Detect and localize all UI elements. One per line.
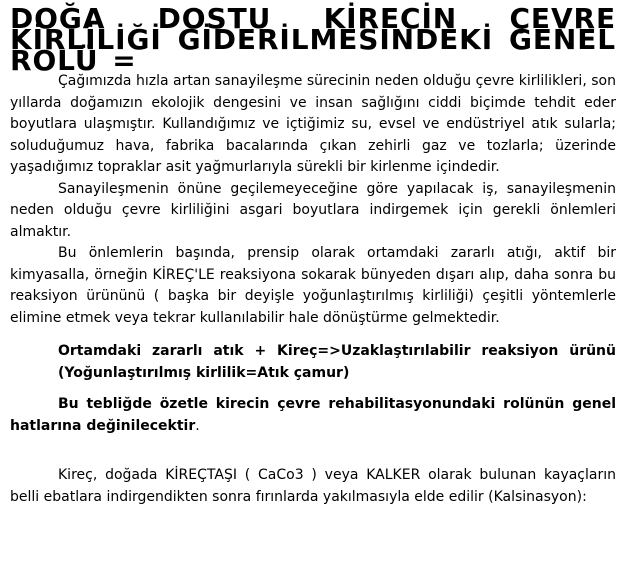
- formula-line-1: Ortamdaki zararlı atık + Kireç=>Uzaklaştırılabilir reaksiyon ürünü: [58, 343, 616, 359]
- paragraph-measures: Bu önlemlerin başında, prensip olarak ortamdaki zararlı atığı, aktif bir kimyasalla, örneğin KİREÇ'LE reaksiyona sokarak bünyeden dışarı alıp, daha sonra bu reaksiyon ürününü ( başka bir deyişle yoğunlaştırılmış kirliliği) çeşitli yöntemlerle elimine etmek veya tekrar kullanılabilir hale dönüştürme gelmektedir.: [10, 245, 616, 326]
- paragraph-lime-production: Kireç, doğada KİREÇTAŞI ( CaCo3 ) veya KALKER olarak bulunan kayaçların belli ebatlara indirgendikten sonra fırınlarda yakılmasıyla elde edilir (Kalsinasyon):: [10, 467, 616, 505]
- formula-line-2: (Yoğunlaştırılmış kirlilik=Atık çamur): [58, 364, 350, 381]
- summary-note-text: Bu tebliğde özetle kirecin çevre rehabilitasyonundaki rolünün genel hatlarına değinilecektir: [10, 396, 616, 434]
- formula-block: [10, 341, 616, 384]
- document-body: [10, 2, 616, 508]
- paragraph-industrialization: Sanayileşmenin önüne geçilemeyeceğine göre yapılacak iş, sanayileşmenin neden olduğu çevre kirliliğini asgari boyutlara indirgemek için gerekli önlemleri almaktır.: [10, 180, 616, 240]
- summary-note-period: .: [195, 417, 200, 434]
- document-title: DOĞA DOSTU KİRECİN ÇEVRE KİRLİLİĞİ GİDERİLMESİNDEKİ GENEL ROLÜ =: [10, 2, 616, 77]
- summary-note: [10, 394, 616, 437]
- paragraph-intro: Çağımızda hızla artan sanayileşme sürecinin neden olduğu çevre kirlilikleri, son yıllarda doğamızın ekolojik dengesini ve insan sağlığını ciddi biçimde tehdit eder boyutlara ulaşmıştır. Kullandığımız ve içtiğimiz su, evsel ve endüstriyel atık sularla; soluduğumuz hava, fabrika bacalarında çıkan zehirli gaz ve tozlarla; üzerinde yaşadığımız topraklar asit yağmurlarıyla sürekli bir kirlenme içindedir.: [10, 73, 616, 175]
